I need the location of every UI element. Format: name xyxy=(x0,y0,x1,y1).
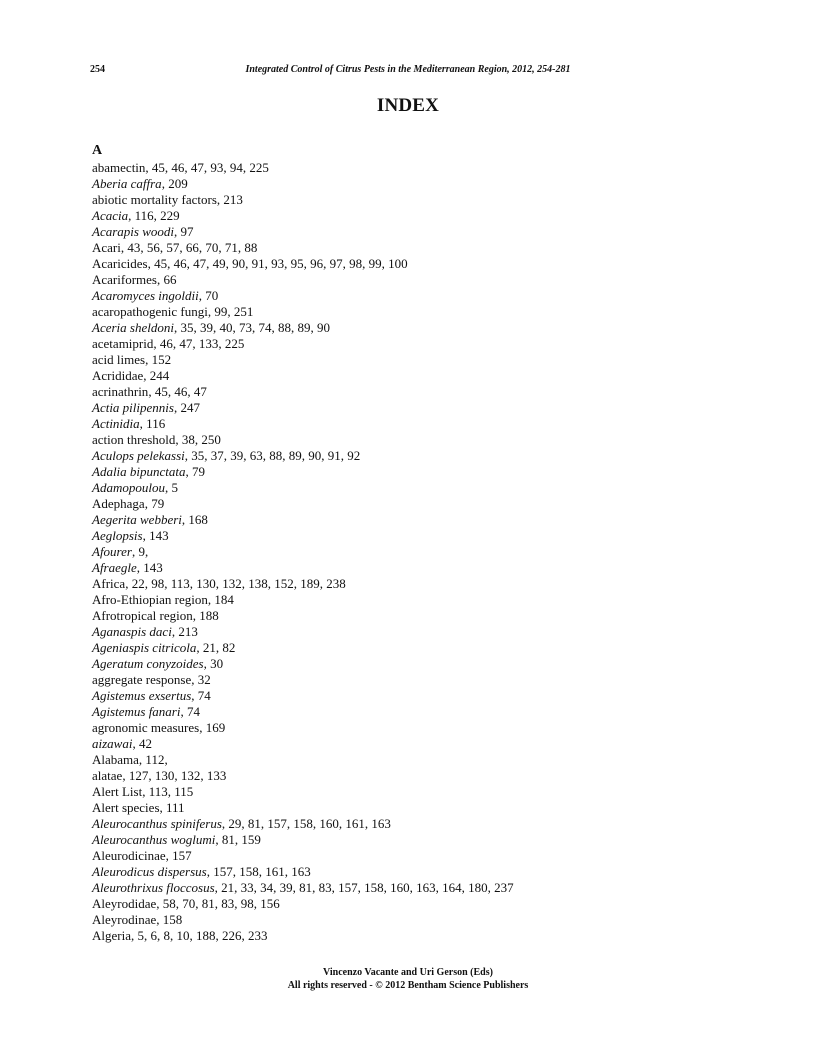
index-pages: , 45, 46, 47 xyxy=(148,384,207,399)
index-term: Aleyrodidae xyxy=(92,896,157,911)
index-term: Agistemus fanari xyxy=(92,704,181,719)
index-pages: , 209 xyxy=(161,176,188,191)
index-entry xyxy=(92,448,732,464)
index-term: acetamiprid xyxy=(92,336,154,351)
index-term: Afourer xyxy=(92,544,132,559)
index-entry xyxy=(92,304,732,320)
index-pages: , 188 xyxy=(192,608,219,623)
index-pages: , 152 xyxy=(145,352,172,367)
index-term: Acari xyxy=(92,240,121,255)
index-pages: , 22, 98, 113, 130, 132, 138, 152, 189, 238 xyxy=(125,576,346,591)
index-entry xyxy=(92,464,732,480)
index-term: Acarapis woodi xyxy=(92,224,174,239)
index-pages: , 127, 130, 132, 133 xyxy=(122,768,227,783)
index-term: Agistemus exsertus xyxy=(92,688,192,703)
index-pages: , 21, 33, 34, 39, 81, 83, 157, 158, 160, 163, 164, 180, 237 xyxy=(214,880,514,895)
index-pages: , 46, 47, 133, 225 xyxy=(153,336,245,351)
index-term: abiotic mortality factors xyxy=(92,192,217,207)
index-term: acrinathrin xyxy=(92,384,149,399)
index-pages: , 42 xyxy=(132,736,152,751)
index-entry xyxy=(92,608,732,624)
index-term: Aleurothrixus floccosus xyxy=(92,880,215,895)
index-pages: , 111 xyxy=(159,800,185,815)
index-pages: , 158 xyxy=(156,912,183,927)
index-term: Acaromyces ingoldii xyxy=(92,288,199,303)
index-entry xyxy=(92,848,732,864)
index-entry xyxy=(92,432,732,448)
index-term: acid limes xyxy=(92,352,146,367)
index-term: action threshold xyxy=(92,432,176,447)
index-pages: , 97 xyxy=(173,224,194,239)
index-pages: , 9, xyxy=(131,544,149,559)
index-term: Afraegle xyxy=(92,560,137,575)
index-pages: , 99, 251 xyxy=(207,304,254,319)
index-entry xyxy=(92,240,732,256)
index-entry xyxy=(92,512,732,528)
index-entry xyxy=(92,560,732,576)
index-pages: , 21, 82 xyxy=(196,640,236,655)
index-entry xyxy=(92,544,732,560)
index-entry xyxy=(92,832,732,848)
index-entry xyxy=(92,192,732,208)
index-pages: , 247 xyxy=(173,400,200,415)
index-entry xyxy=(92,592,732,608)
running-header xyxy=(90,64,726,78)
index-term: Aceria sheldoni xyxy=(92,320,174,335)
index-term: Adalia bipunctata xyxy=(92,464,186,479)
index-pages: , 116 xyxy=(139,416,166,431)
index-entry xyxy=(92,704,732,720)
index-entry xyxy=(92,624,732,640)
index-entry xyxy=(92,320,732,336)
index-pages: , 143 xyxy=(142,528,169,543)
index-entry xyxy=(92,576,732,592)
index-pages: , 81, 159 xyxy=(215,832,261,847)
index-entry xyxy=(92,176,732,192)
index-pages: , 5, 6, 8, 10, 188, 226, 233 xyxy=(130,928,268,943)
index-term: Alert List xyxy=(92,784,143,799)
index-pages: , 213 xyxy=(216,192,243,207)
index-entry xyxy=(92,688,732,704)
footer-copyright: All rights reserved - © 2012 Bentham Science Publishers xyxy=(287,980,529,991)
index-term: Aleurocanthus spiniferus xyxy=(92,816,222,831)
index-pages: , 157 xyxy=(165,848,192,863)
index-entry xyxy=(92,384,732,400)
index-pages: , 45, 46, 47, 93, 94, 225 xyxy=(145,160,269,175)
index-pages: , 45, 46, 47, 49, 90, 91, 93, 95, 96, 97, 98, 99, 100 xyxy=(147,256,408,271)
index-pages: , 5 xyxy=(164,480,178,495)
index-entry xyxy=(92,656,732,672)
index-term: Ageratum conyzoides xyxy=(92,656,204,671)
index-entry xyxy=(92,640,732,656)
index-pages: , 30 xyxy=(203,656,224,671)
index-term: Actinidia xyxy=(92,416,140,431)
index-pages: , 143 xyxy=(136,560,163,575)
index-term: Alert species xyxy=(92,800,160,815)
index-entry xyxy=(92,336,732,352)
index-entry xyxy=(92,784,732,800)
index-pages: , 38, 250 xyxy=(175,432,221,447)
index-pages: , 66 xyxy=(156,272,177,287)
index-term: alatae xyxy=(92,768,123,783)
index-term: Afrotropical region xyxy=(92,608,193,623)
index-entry xyxy=(92,272,732,288)
index-entry xyxy=(92,864,732,880)
index-term: Aleurodicus dispersus xyxy=(92,864,207,879)
index-entry xyxy=(92,480,732,496)
index-entry xyxy=(92,496,732,512)
index-entry xyxy=(92,352,732,368)
index-entry xyxy=(92,816,732,832)
index-term: Acrididae xyxy=(92,368,144,383)
index-term: Aberia caffra xyxy=(92,176,162,191)
index-term: Acacia xyxy=(92,208,129,223)
index-pages: , 29, 81, 157, 158, 160, 161, 163 xyxy=(221,816,391,831)
index-term: aggregate response xyxy=(92,672,192,687)
index-term: Afro-Ethiopian region xyxy=(92,592,208,607)
index-entry xyxy=(92,720,732,736)
index-pages: , 168 xyxy=(181,512,208,527)
page-title: INDEX xyxy=(376,95,440,116)
index-term: Adamopoulou xyxy=(92,480,165,495)
index-pages: , 35, 37, 39, 63, 88, 89, 90, 91, 92 xyxy=(184,448,361,463)
index-term: Ageniaspis citricola xyxy=(92,640,197,655)
index-term: Aleyrodinae xyxy=(92,912,157,927)
index-list xyxy=(92,160,732,944)
index-term: Aleurocanthus woglumi xyxy=(92,832,216,847)
index-entry xyxy=(92,368,732,384)
journal-title: Integrated Control of Citrus Pests in the Mediterranean Region, 2012, 254-281 xyxy=(245,64,571,75)
index-entry xyxy=(92,528,732,544)
index-term: aizawai xyxy=(92,736,133,751)
index-term: Adephaga xyxy=(92,496,145,511)
index-pages: , 244 xyxy=(143,368,170,383)
index-pages: , 32 xyxy=(191,672,211,687)
index-term: Aganaspis daci xyxy=(92,624,172,639)
index-term: Algeria xyxy=(92,928,131,943)
index-term: Alabama xyxy=(92,752,139,767)
index-term: Aleurodicinae xyxy=(92,848,166,863)
index-entry xyxy=(92,880,732,896)
index-term: Acariformes xyxy=(92,272,157,287)
index-entry xyxy=(92,224,732,240)
footer-editors: Vincenzo Vacante and Uri Gerson (Eds) xyxy=(323,967,493,978)
index-term: Aculops pelekassi xyxy=(92,448,185,463)
index-pages: , 70 xyxy=(198,288,219,303)
index-pages: , 157, 158, 161, 163 xyxy=(206,864,311,879)
index-entry xyxy=(92,768,732,784)
index-entry xyxy=(92,288,732,304)
index-term: Actia pilipennis xyxy=(92,400,174,415)
index-term: Africa xyxy=(92,576,126,591)
index-entry xyxy=(92,400,732,416)
index-pages: , 35, 39, 40, 73, 74, 88, 89, 90 xyxy=(173,320,330,335)
index-entry xyxy=(92,800,732,816)
index-pages: , 116, 229 xyxy=(128,208,180,223)
index-term: Aeglopsis xyxy=(92,528,143,543)
index-term: acaropathogenic fungi xyxy=(92,304,208,319)
index-pages: , 169 xyxy=(199,720,226,735)
index-entry xyxy=(92,672,732,688)
page-footer xyxy=(0,966,816,992)
index-entry xyxy=(92,736,732,752)
index-term: Aegerita webberi xyxy=(92,512,182,527)
index-entry xyxy=(92,752,732,768)
index-entry xyxy=(92,912,732,928)
index-pages: , 79 xyxy=(144,496,165,511)
index-entry xyxy=(92,896,732,912)
index-pages: , 184 xyxy=(207,592,234,607)
index-entry xyxy=(92,208,732,224)
index-entry xyxy=(92,160,732,176)
index-pages: , 43, 56, 57, 66, 70, 71, 88 xyxy=(120,240,258,255)
page-number: 254 xyxy=(90,64,105,75)
index-pages: , 74 xyxy=(191,688,211,703)
index-term: agronomic measures xyxy=(92,720,200,735)
index-entry xyxy=(92,928,732,944)
index-term: abamectin xyxy=(92,160,146,175)
index-pages: , 58, 70, 81, 83, 98, 156 xyxy=(156,896,280,911)
index-pages: , 113, 115 xyxy=(142,784,194,799)
index-entry xyxy=(92,256,732,272)
index-term: Acaricides xyxy=(92,256,148,271)
section-heading: A xyxy=(92,143,103,158)
index-pages: , 112, xyxy=(138,752,168,767)
index-entry xyxy=(92,416,732,432)
index-pages: , 74 xyxy=(180,704,200,719)
index-pages: , 79 xyxy=(185,464,206,479)
index-pages: , 213 xyxy=(171,624,198,639)
